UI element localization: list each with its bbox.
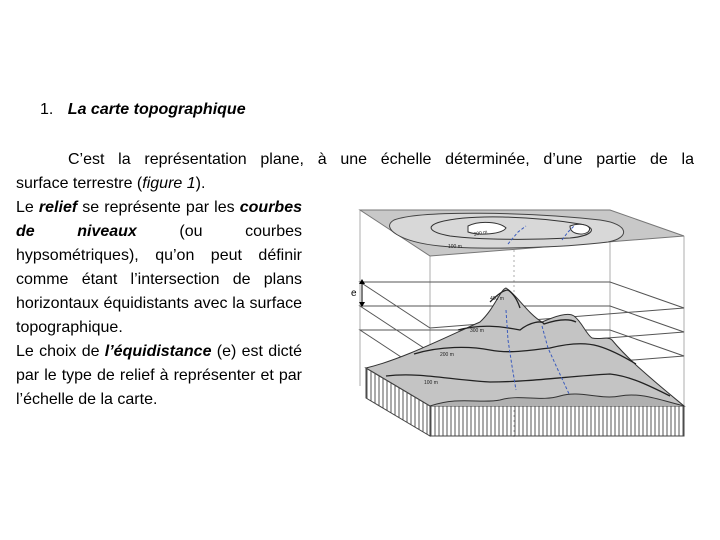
block-front-side <box>430 406 684 436</box>
section-number: 1. <box>40 101 54 118</box>
terrain-label-400: 400 m <box>490 296 504 302</box>
section-heading <box>40 100 246 120</box>
terrain-label-200: 200 m <box>440 352 454 358</box>
relief-text-1: Le <box>16 199 39 216</box>
figure-reference: figure 1 <box>142 175 196 192</box>
section-title: La carte topographique <box>67 101 246 118</box>
relief-term: relief <box>38 199 78 216</box>
map-label-300: 300 m <box>473 229 489 238</box>
body-column <box>16 196 302 412</box>
equidistance-marker <box>351 279 365 307</box>
map-plane <box>360 210 684 256</box>
equidistance-text-1: Le choix de <box>16 343 105 360</box>
relief-text-3: (ou courbes hypsométriques), qu’on peut définir comme étant l’intersection de plans horizontaux équidistants avec la surface topographique. <box>16 223 303 336</box>
intro-text-pre: surface terrestre ( <box>16 175 143 192</box>
terrain-label-100: 100 m <box>424 380 438 386</box>
equidistance-text-2: (e) est dicté par le type de relief à représenter et par l’échelle de la carte. <box>16 343 303 408</box>
map-label-100: 100 m <box>448 244 462 250</box>
contour-lines-term: courbes de niveaux <box>16 199 302 240</box>
intro-text-post: ). <box>195 175 206 192</box>
topographic-figure <box>330 190 704 440</box>
terrain-label-300: 300 m <box>470 328 484 334</box>
relief-paragraph <box>16 196 302 340</box>
topographic-diagram <box>330 190 704 440</box>
intro-paragraph <box>16 148 694 196</box>
equidistance-paragraph <box>16 340 302 412</box>
equidistance-term: l’équidistance <box>104 343 212 360</box>
equidistance-label: e <box>351 288 357 299</box>
intro-line-1: C’est la représentation plane, à une échelle déterminée, d’une partie de la <box>68 151 694 168</box>
relief-text-2: se représente par les <box>77 199 240 216</box>
